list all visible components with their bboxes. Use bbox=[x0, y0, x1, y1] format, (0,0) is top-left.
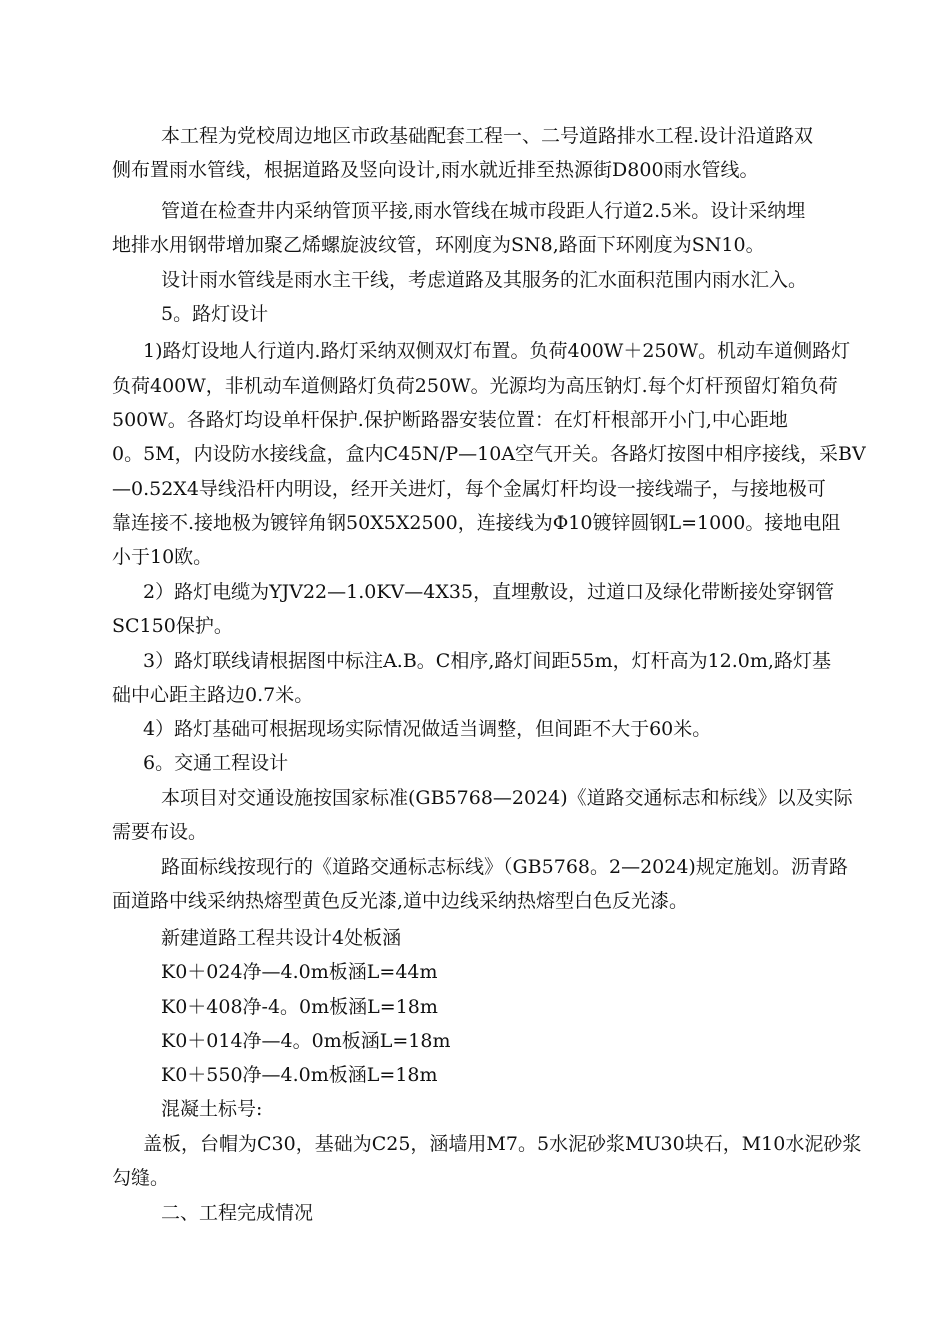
para-light1-line-6: 靠连接不.接地极为镀锌角钢50X5X2500，连接线为Φ10镀锌圆钢L=1000。接地电阻 bbox=[112, 512, 841, 534]
para-drainage-line-1: 本工程为党校周边地区市政基础配套工程一、二号道路排水工程.设计沿道路双 bbox=[161, 125, 814, 147]
para-marking-line-1: 路面标线按现行的《道路交通标志标线》（GB5768。2—2024)规定施划。沥青路 bbox=[161, 856, 848, 878]
para-light1-line-2: 负荷400W，非机动车道侧路灯负荷250W。光源均为高压钠灯.每个灯杆预留灯箱负荷 bbox=[112, 375, 838, 397]
para-mainline: 设计雨水管线是雨水主干线，考虑道路及其服务的汇水面积范围内雨水汇入。 bbox=[161, 269, 808, 291]
para-light3-line-1: 3）路灯联线请根据图中标注A.B。C相序,路灯间距55m，灯杆高为12.0m,路灯基 bbox=[143, 650, 831, 672]
heading-traffic: 6。交通工程设计 bbox=[143, 752, 289, 774]
culvert-item-4: K0＋550净—4.0m板涵L=18m bbox=[161, 1064, 438, 1086]
culvert-item-3: K0＋014净—4。0m板涵L=18m bbox=[161, 1030, 451, 1052]
para-light1-line-7: 小于10欧。 bbox=[112, 546, 213, 568]
culvert-item-1: K0＋024净—4.0m板涵L=44m bbox=[161, 961, 438, 983]
para-light2-line-2: SC150保护。 bbox=[112, 615, 233, 637]
para-light2-line-1: 2）路灯电缆为YJV22—1.0KV—4X35，直埋敷设，过道口及绿化带断接处穿钢管 bbox=[143, 581, 835, 603]
para-light1-line-3: 500W。各路灯均设单杆保护.保护断路器安装位置：在灯杆根部开小门,中心距地 bbox=[112, 409, 788, 431]
para-traffic-line-1: 本项目对交通设施按国家标准(GB5768—2024)《道路交通标志和标线》以及实际 bbox=[161, 787, 853, 809]
para-pipe-line-2: 地排水用钢带增加聚乙烯螺旋波纹管，环刚度为SN8,路面下环刚度为SN10。 bbox=[112, 234, 765, 256]
para-light1-line-4: 0。5M，内设防水接线盒，盒内C45N/P—10A空气开关。各路灯按图中相序接线，采BV bbox=[112, 443, 866, 465]
para-drainage-line-2: 侧布置雨水管线，根据道路及竖向设计,雨水就近排至热源街D800雨水管线。 bbox=[112, 159, 759, 181]
para-marking-line-2: 面道路中线采纳热熔型黄色反光漆,道中边线采纳热熔型白色反光漆。 bbox=[112, 890, 689, 912]
para-concrete-line-2: 勾缝。 bbox=[112, 1167, 170, 1189]
para-light3-line-2: 础中心距主路边0.7米。 bbox=[112, 684, 314, 706]
para-culvert-intro: 新建道路工程共设计4处板涵 bbox=[161, 927, 402, 949]
concrete-grade-label: 混凝土标号: bbox=[161, 1098, 263, 1120]
heading-completion: 二、工程完成情况 bbox=[161, 1202, 314, 1224]
para-concrete-line-1: 盖板，台帽为C30，基础为C25，涵墙用M7。5水泥砂浆MU30块石，M10水泥砂浆 bbox=[143, 1133, 862, 1155]
para-light1-line-5: —0.52X4导线沿杆内明设，经开关进灯，每个金属灯杆均设一接线端子，与接地极可 bbox=[112, 478, 826, 500]
para-pipe-line-1: 管道在检查井内采纳管顶平接,雨水管线在城市段距人行道2.5米。设计采纳埋 bbox=[161, 200, 806, 222]
para-light1-line-1: 1)路灯设地人行道内.路灯采纳双侧双灯布置。负荷400W＋250W。机动车道侧路灯 bbox=[143, 340, 851, 362]
para-traffic-line-2: 需要布设。 bbox=[112, 821, 208, 843]
heading-streetlight: 5。路灯设计 bbox=[161, 303, 269, 325]
para-light4: 4）路灯基础可根据现场实际情况做适当调整，但间距不大于60米。 bbox=[143, 718, 712, 740]
culvert-item-2: K0＋408净-4。0m板涵L=18m bbox=[161, 996, 438, 1018]
